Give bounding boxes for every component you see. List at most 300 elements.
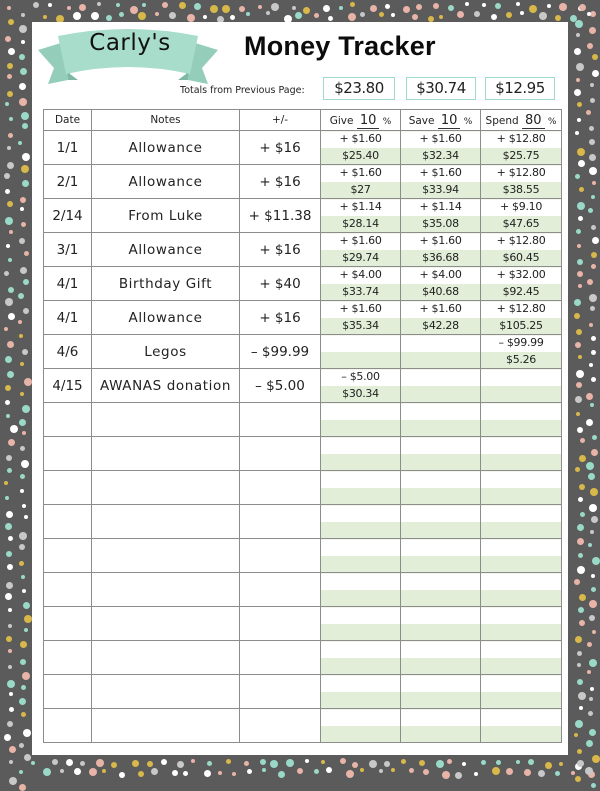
date-cell[interactable]: 2/1	[44, 165, 92, 199]
amount-cell[interactable]	[240, 471, 321, 505]
spend-cell[interactable]	[481, 539, 562, 573]
polka-dot	[21, 685, 26, 690]
polka-dot	[575, 776, 581, 782]
spend-cell[interactable]	[481, 233, 562, 267]
polka-dot	[520, 11, 524, 15]
polka-dot	[7, 468, 12, 473]
notes-cell[interactable]: Allowance	[92, 233, 240, 267]
polka-dot	[19, 561, 24, 566]
polka-dot	[587, 642, 592, 647]
polka-dot	[588, 543, 592, 547]
polka-dot	[559, 3, 567, 11]
polka-dot	[506, 768, 513, 775]
save-cell[interactable]	[401, 301, 481, 335]
polka-dot	[295, 12, 302, 19]
save-change	[401, 335, 480, 352]
spend-cell[interactable]	[481, 471, 562, 505]
polka-dot	[155, 12, 159, 16]
notes-cell[interactable]	[92, 675, 240, 709]
amount-cell[interactable]: + $11.38	[240, 199, 321, 233]
spend-running-total: $38.55	[502, 182, 540, 196]
notes-cell[interactable]	[92, 573, 240, 607]
polka-dot	[19, 544, 25, 550]
polka-dot	[578, 160, 585, 167]
notes-cell[interactable]: Allowance	[92, 165, 240, 199]
amount-cell[interactable]	[240, 675, 321, 709]
polka-dot	[384, 761, 390, 767]
amount-cell[interactable]	[240, 403, 321, 437]
polka-dot	[89, 768, 97, 776]
polka-dot	[5, 385, 11, 391]
polka-dot	[8, 439, 15, 446]
give-cell[interactable]	[321, 471, 401, 505]
percent-sign: %	[547, 116, 557, 127]
polka-dot	[590, 687, 594, 691]
date-cell[interactable]	[44, 641, 92, 675]
spend-running-total	[481, 556, 561, 573]
notes-cell[interactable]	[92, 505, 240, 539]
polka-dot	[577, 427, 583, 433]
date-cell[interactable]	[44, 573, 92, 607]
give-cell[interactable]	[321, 369, 401, 403]
amount-cell[interactable]	[240, 437, 321, 471]
notes-cell[interactable]	[92, 403, 240, 437]
save-cell[interactable]	[401, 233, 481, 267]
spend-cell[interactable]	[481, 267, 562, 301]
spend-change	[481, 709, 561, 726]
polka-dot	[576, 382, 582, 388]
polka-dot	[577, 538, 584, 545]
polka-dot	[326, 767, 332, 773]
spend-running-total: $47.65	[502, 216, 540, 230]
polka-dot	[43, 768, 51, 776]
polka-dot	[586, 740, 593, 747]
polka-dot	[18, 293, 24, 299]
column-header-date: Date	[44, 110, 92, 131]
spend-running-total: $105.25	[499, 318, 543, 332]
polka-dot	[4, 271, 9, 276]
polka-dot	[555, 771, 560, 776]
save-running-total	[401, 454, 480, 471]
polka-dot	[19, 784, 26, 791]
polka-dot	[574, 313, 580, 319]
polka-dot	[580, 438, 585, 443]
notes-cell[interactable]: From Luke	[92, 199, 240, 233]
polka-dot	[576, 33, 580, 37]
date-cell[interactable]	[44, 403, 92, 437]
save-running-total: $40.68	[422, 284, 459, 298]
polka-dot	[5, 217, 13, 225]
polka-dot	[177, 761, 184, 768]
polka-dot	[578, 553, 583, 558]
spend-percent[interactable]: 80	[522, 113, 545, 129]
polka-dot	[495, 3, 501, 9]
polka-dot	[577, 244, 581, 248]
polka-dot	[23, 602, 30, 609]
save-change: + $1.60	[419, 132, 462, 145]
amount-cell[interactable]: – $5.00	[240, 369, 321, 403]
save-change	[401, 471, 480, 488]
polka-dot	[448, 5, 454, 11]
polka-dot	[577, 102, 582, 107]
amount-cell[interactable]	[240, 539, 321, 573]
polka-dot	[7, 146, 11, 150]
save-cell[interactable]	[401, 607, 481, 641]
spend-cell[interactable]	[481, 335, 562, 369]
notes-cell[interactable]	[92, 607, 240, 641]
date-cell[interactable]: 4/1	[44, 267, 92, 301]
date-cell[interactable]	[44, 675, 92, 709]
date-cell[interactable]: 2/14	[44, 199, 92, 233]
polka-dot	[575, 467, 580, 472]
previous-total-give[interactable]: $23.80	[323, 77, 395, 100]
amount-cell[interactable]	[240, 607, 321, 641]
polka-dot	[545, 762, 552, 769]
amount-cell[interactable]: + $40	[240, 267, 321, 301]
polka-dot	[22, 349, 28, 355]
give-cell[interactable]	[321, 131, 401, 165]
give-cell[interactable]	[321, 233, 401, 267]
give-change: + $1.60	[339, 234, 382, 247]
give-cell[interactable]	[321, 403, 401, 437]
save-cell[interactable]	[401, 437, 481, 471]
polka-dot	[22, 405, 30, 413]
notes-cell[interactable]	[92, 641, 240, 675]
save-cell[interactable]	[401, 199, 481, 233]
polka-dot	[575, 636, 582, 643]
spend-label: Spend	[485, 114, 519, 127]
date-cell[interactable]	[44, 709, 92, 743]
give-running-total	[321, 692, 400, 709]
spend-cell[interactable]	[481, 301, 562, 335]
polka-dot	[8, 19, 14, 25]
save-cell[interactable]	[401, 675, 481, 709]
column-header-spend	[481, 110, 562, 131]
polka-dot	[589, 323, 593, 327]
spend-cell[interactable]	[481, 369, 562, 403]
polka-dot	[457, 11, 464, 18]
save-cell[interactable]	[401, 709, 481, 743]
give-cell[interactable]	[321, 335, 401, 369]
notes-cell[interactable]	[92, 437, 240, 471]
polka-dot	[21, 165, 29, 173]
save-change: + $1.60	[419, 166, 462, 179]
spend-change: + $9.10	[499, 200, 543, 213]
save-running-total: $32.34	[422, 148, 459, 162]
polka-dot	[207, 761, 212, 766]
notes-cell[interactable]: Legos	[92, 335, 240, 369]
spend-cell[interactable]	[481, 199, 562, 233]
money-tracker-table	[43, 109, 562, 743]
polka-dot	[19, 83, 26, 90]
polka-dot	[21, 712, 26, 717]
polka-dot	[203, 15, 207, 19]
polka-dot	[116, 3, 120, 7]
save-cell[interactable]	[401, 573, 481, 607]
notes-cell[interactable]	[92, 471, 240, 505]
polka-dot	[22, 672, 30, 680]
save-change	[401, 437, 480, 454]
amount-cell[interactable]: + $16	[240, 131, 321, 165]
save-cell[interactable]	[401, 641, 481, 675]
spend-change	[481, 539, 561, 556]
give-running-total	[321, 454, 400, 471]
give-cell[interactable]	[321, 165, 401, 199]
give-running-total	[321, 726, 400, 743]
polka-dot	[8, 287, 14, 293]
polka-dot	[591, 252, 597, 258]
date-cell[interactable]: 3/1	[44, 233, 92, 267]
polka-dot	[578, 692, 586, 700]
save-running-total	[401, 556, 480, 573]
polka-dot	[4, 173, 10, 179]
amount-cell[interactable]	[240, 505, 321, 539]
give-cell[interactable]	[321, 505, 401, 539]
save-change	[401, 709, 480, 726]
amount-cell[interactable]	[240, 641, 321, 675]
save-change: + $1.60	[419, 234, 462, 247]
polka-dot	[210, 5, 218, 13]
polka-dot	[447, 759, 452, 764]
give-running-total: $27	[350, 182, 371, 196]
save-cell[interactable]	[401, 131, 481, 165]
polka-dot	[266, 11, 270, 15]
polka-dot	[97, 2, 101, 6]
date-cell[interactable]	[44, 607, 92, 641]
polka-dot	[559, 762, 563, 766]
spend-change	[481, 369, 561, 386]
date-cell[interactable]: 4/6	[44, 335, 92, 369]
polka-dot	[5, 523, 12, 530]
save-change: + $4.00	[419, 268, 462, 281]
amount-cell[interactable]: – $99.99	[240, 335, 321, 369]
save-running-total	[401, 522, 480, 539]
polka-dot	[579, 620, 585, 626]
polka-dot	[577, 760, 584, 767]
table-row	[44, 471, 562, 505]
polka-dot	[436, 760, 444, 768]
polka-dot	[20, 392, 24, 396]
save-change	[401, 573, 480, 590]
polka-dot	[428, 16, 434, 22]
polka-dot	[7, 162, 14, 169]
spend-change	[481, 573, 561, 590]
column-header-save	[401, 110, 481, 131]
date-cell[interactable]	[44, 505, 92, 539]
previous-total-spend[interactable]: $12.95	[485, 77, 555, 100]
amount-cell[interactable]: + $16	[240, 301, 321, 335]
polka-dot	[21, 460, 29, 468]
notes-cell[interactable]: Birthday Gift	[92, 267, 240, 301]
spend-running-total	[481, 590, 561, 607]
save-cell[interactable]	[401, 403, 481, 437]
polka-dot	[587, 279, 593, 285]
spend-cell[interactable]	[481, 403, 562, 437]
polka-dot	[8, 608, 12, 612]
notes-cell[interactable]	[92, 709, 240, 743]
give-change: – $5.00	[341, 370, 380, 383]
polka-dot	[20, 197, 26, 203]
save-running-total	[401, 488, 480, 505]
spend-cell[interactable]	[481, 165, 562, 199]
save-running-total: $36.68	[422, 250, 459, 264]
spend-cell[interactable]	[481, 675, 562, 709]
polka-dot	[52, 759, 58, 765]
give-cell[interactable]	[321, 199, 401, 233]
polka-dot	[576, 229, 581, 234]
polka-dot	[183, 771, 188, 776]
give-cell[interactable]	[321, 709, 401, 743]
polka-dot	[570, 15, 577, 22]
polka-dot	[106, 15, 112, 21]
polka-dot	[7, 74, 12, 79]
save-cell[interactable]	[401, 369, 481, 403]
polka-dot	[24, 615, 32, 623]
polka-dot	[589, 139, 595, 145]
polka-dot	[5, 189, 10, 194]
polka-dot	[587, 12, 591, 16]
give-running-total: $35.34	[342, 318, 379, 332]
spend-cell[interactable]	[481, 641, 562, 675]
spend-change	[481, 607, 561, 624]
polka-dot	[591, 783, 596, 788]
date-cell[interactable]: 4/1	[44, 301, 92, 335]
give-cell[interactable]	[321, 301, 401, 335]
polka-dot	[578, 607, 584, 613]
notes-cell[interactable]: AWANAS donation	[92, 369, 240, 403]
give-cell[interactable]	[321, 267, 401, 301]
date-cell[interactable]: 1/1	[44, 131, 92, 165]
table-row	[44, 437, 562, 471]
polka-dot	[590, 98, 595, 103]
polka-dot	[7, 564, 13, 570]
polka-dot	[370, 5, 377, 12]
previous-total-save[interactable]: $30.74	[406, 77, 476, 100]
polka-dot	[7, 341, 14, 348]
give-cell[interactable]	[321, 641, 401, 675]
table-row	[44, 233, 562, 267]
polka-dot	[4, 327, 8, 331]
polka-dot	[9, 230, 13, 234]
spend-running-total	[481, 522, 561, 539]
polka-dot	[9, 777, 17, 785]
give-cell[interactable]	[321, 573, 401, 607]
polka-dot	[589, 600, 597, 608]
date-cell[interactable]	[44, 539, 92, 573]
give-cell[interactable]	[321, 675, 401, 709]
polka-dot	[19, 54, 25, 60]
notes-cell[interactable]: Allowance	[92, 131, 240, 165]
give-cell[interactable]	[321, 437, 401, 471]
save-running-total	[401, 692, 480, 709]
polka-dot	[481, 760, 486, 765]
polka-dot	[222, 5, 230, 13]
give-cell[interactable]	[321, 607, 401, 641]
save-cell[interactable]	[401, 505, 481, 539]
polka-dot	[60, 769, 64, 773]
polka-dot	[9, 746, 16, 753]
polka-dot	[579, 594, 586, 601]
amount-cell[interactable]: + $16	[240, 233, 321, 267]
polka-dot	[19, 698, 26, 705]
notes-cell[interactable]	[92, 539, 240, 573]
save-cell[interactable]	[401, 539, 481, 573]
table-row	[44, 131, 562, 165]
spend-change: + $12.80	[496, 234, 546, 247]
notes-cell[interactable]: Allowance	[92, 301, 240, 335]
polka-dot	[577, 679, 583, 685]
date-cell[interactable]	[44, 437, 92, 471]
spend-change	[481, 437, 561, 454]
owner-name: Carly's	[89, 30, 171, 56]
save-cell[interactable]	[401, 267, 481, 301]
polka-dot	[5, 356, 12, 363]
spend-change: + $12.80	[496, 132, 546, 145]
spend-change	[481, 471, 561, 488]
give-running-total	[321, 352, 400, 369]
polka-dot	[73, 12, 81, 20]
table-row	[44, 301, 562, 335]
give-percent[interactable]: 10	[357, 113, 380, 129]
save-cell[interactable]	[401, 335, 481, 369]
polka-dot	[516, 760, 520, 764]
date-cell[interactable]: 4/15	[44, 369, 92, 403]
date-cell[interactable]	[44, 471, 92, 505]
polka-dot	[577, 651, 582, 656]
polka-dot	[162, 2, 168, 8]
spend-cell[interactable]	[481, 709, 562, 743]
polka-dot	[589, 615, 595, 621]
save-cell[interactable]	[401, 165, 481, 199]
spend-cell[interactable]	[481, 131, 562, 165]
spend-change: + $12.80	[496, 166, 546, 179]
polka-dot	[24, 628, 28, 632]
polka-dot	[369, 760, 377, 768]
polka-dot	[592, 630, 596, 634]
give-cell[interactable]	[321, 539, 401, 573]
amount-cell[interactable]: + $16	[240, 165, 321, 199]
amount-cell[interactable]	[240, 573, 321, 607]
save-percent[interactable]: 10	[438, 113, 461, 129]
spend-cell[interactable]	[481, 437, 562, 471]
polka-dot	[539, 12, 547, 20]
name-ribbon	[38, 28, 218, 90]
give-running-total	[321, 590, 400, 607]
spend-change	[481, 675, 561, 692]
polka-dot	[578, 216, 583, 221]
polka-dot	[574, 48, 581, 55]
polka-dot	[574, 733, 578, 737]
polka-dot	[591, 336, 596, 341]
spend-cell[interactable]	[481, 573, 562, 607]
amount-cell[interactable]	[240, 709, 321, 743]
give-change: + $1.60	[339, 302, 382, 315]
save-cell[interactable]	[401, 471, 481, 505]
polka-dot	[8, 313, 15, 320]
spend-running-total	[481, 488, 561, 505]
polka-dot	[592, 70, 599, 77]
save-change	[401, 539, 480, 556]
table-row	[44, 505, 562, 539]
polka-dot	[577, 148, 585, 156]
polka-dot	[239, 6, 245, 12]
spend-cell[interactable]	[481, 607, 562, 641]
spend-cell[interactable]	[481, 505, 562, 539]
polka-dot	[592, 435, 597, 440]
give-running-total: $33.74	[342, 284, 379, 298]
table-row	[44, 675, 562, 709]
polka-dot	[20, 474, 25, 479]
